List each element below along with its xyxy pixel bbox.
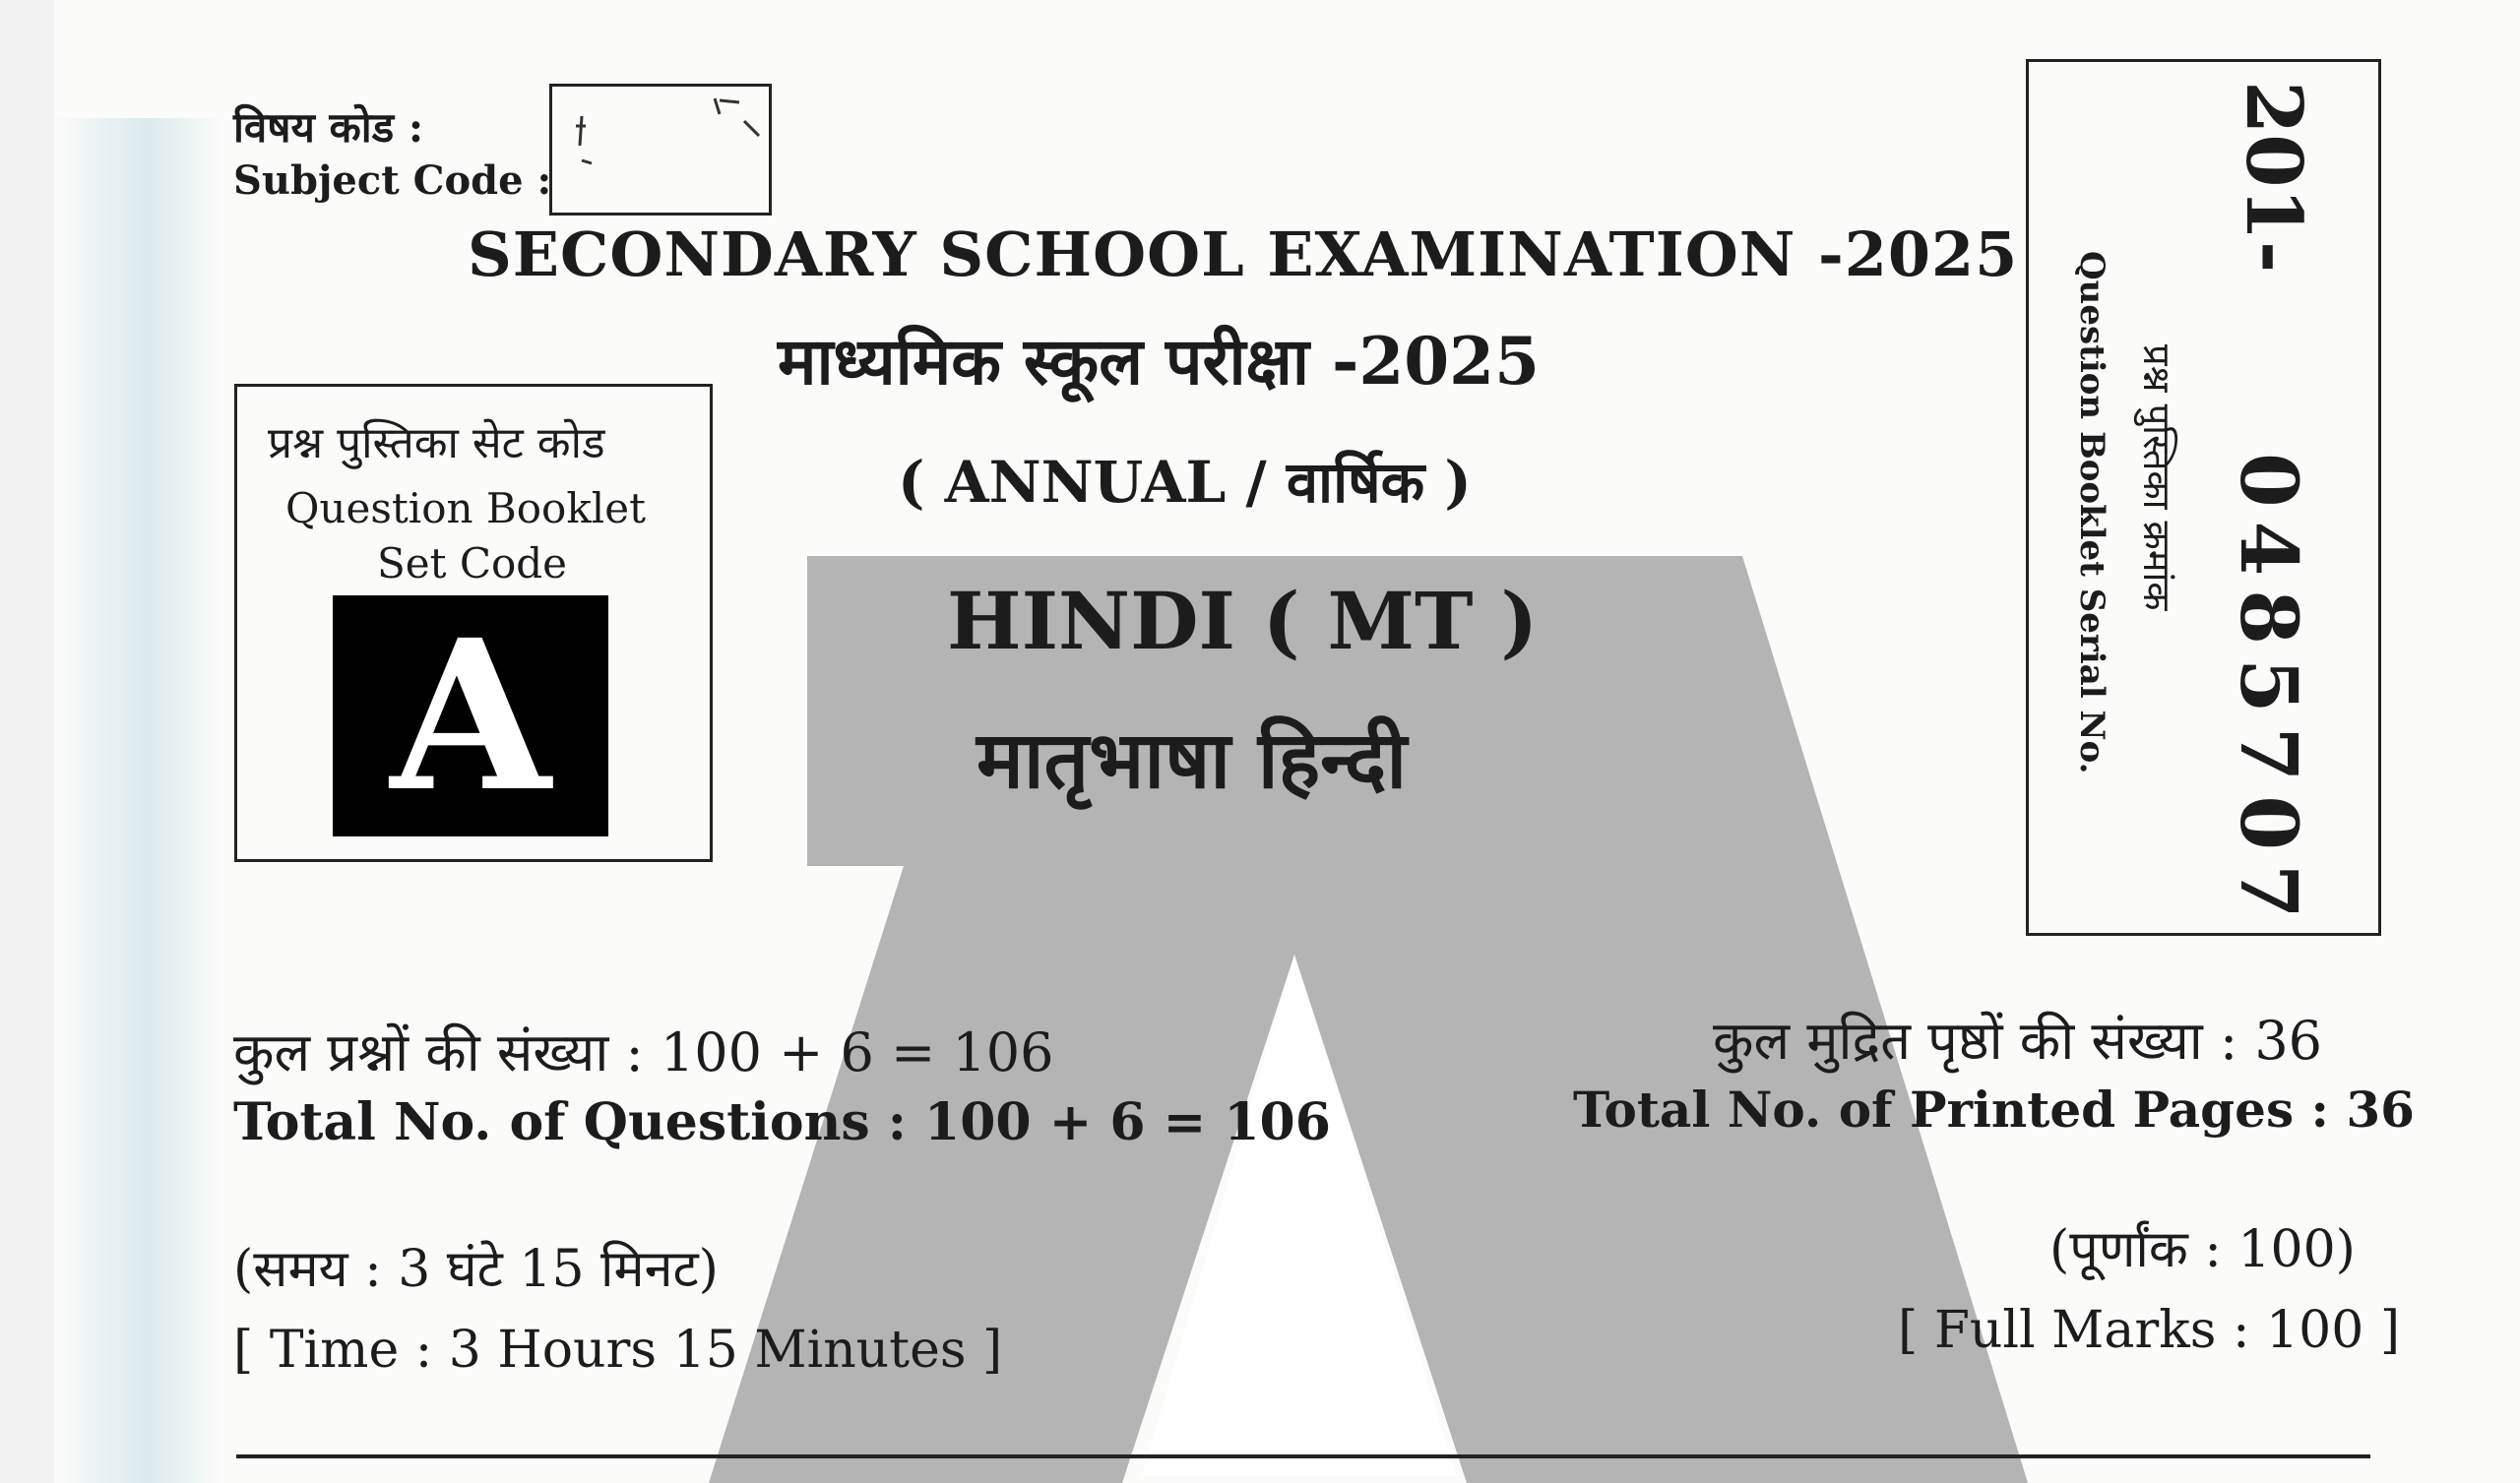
- exam-title-hindi: माध्यमिक स्कूल परीक्षा -2025: [778, 323, 1541, 400]
- exam-session: ( ANNUAL / वार्षिक ): [898, 449, 1472, 516]
- time: [ Time : 3 Hours 15 Minutes ]: [233, 1321, 1003, 1380]
- subject-code-label: Subject Code :: [233, 157, 552, 204]
- subject-name-hindi: मातृभाषा हिन्दी: [976, 713, 1408, 806]
- time-hindi: (समय : 3 घंटे 15 मिनट): [233, 1240, 719, 1299]
- subject-code-label-hindi: विषय कोड :: [233, 103, 424, 152]
- serial-label: Question Booklet Serial No.: [2072, 251, 2111, 774]
- exam-title: SECONDARY SCHOOL EXAMINATION -2025: [468, 218, 2019, 290]
- full-marks-hindi: (पूर्णांक : 100): [2049, 1220, 2356, 1279]
- divider-rule: [236, 1454, 2370, 1458]
- set-code-letter: A: [333, 595, 608, 836]
- serial-code-prefix: 201-: [2229, 81, 2318, 274]
- full-marks: [ Full Marks : 100 ]: [1898, 1301, 2401, 1360]
- subject-name: HINDI ( MT ): [947, 575, 1539, 667]
- printed-pages: Total No. of Printed Pages : 36: [1573, 1081, 2415, 1139]
- total-questions: Total No. of Questions : 100 + 6 = 106: [233, 1092, 1331, 1152]
- set-code-label-line2: Set Code: [377, 539, 568, 587]
- printed-pages-hindi: कुल मुद्रित पृष्ठों की संख्या : 36: [1713, 1010, 2323, 1072]
- set-code-label-line1: Question Booklet: [285, 484, 646, 532]
- serial-label-hindi: प्रश्न पुस्तिका क्रमांक: [2135, 344, 2178, 611]
- serial-number: 0485707: [2223, 453, 2315, 933]
- total-questions-hindi: कुल प्रश्नों की संख्या : 100 + 6 = 106: [233, 1021, 1054, 1083]
- set-code-label-hindi: प्रश्न पुस्तिका सेट कोड: [268, 418, 605, 468]
